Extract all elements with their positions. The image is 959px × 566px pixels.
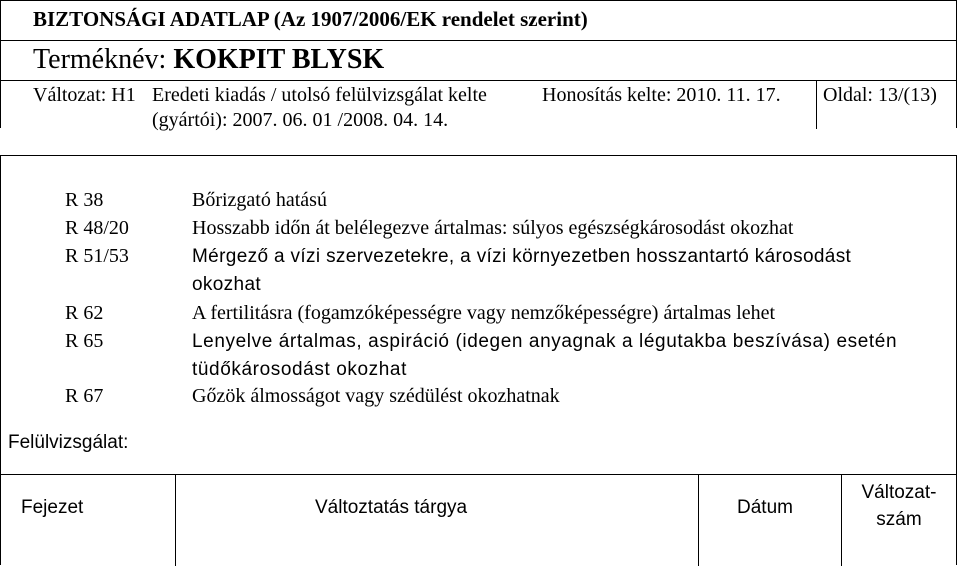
document-title: BIZTONSÁGI ADATLAP (Az 1907/2006/EK rendelet szerint)	[33, 7, 588, 31]
col-version-label	[842, 479, 956, 533]
col-date-label: Dátum	[737, 497, 793, 518]
header-title-row	[1, 1, 956, 41]
document-header	[0, 0, 957, 131]
phrase-text: Gőzök álmosságot vagy szédülést okozhatnak	[192, 385, 560, 407]
col-subject-label: Változtatás tárgya	[315, 497, 468, 518]
phrase-code: R 65	[65, 330, 104, 352]
phrase-text-continued: tüdőkárosodást okozhat	[192, 359, 407, 380]
version-text: Változat: H1	[33, 84, 136, 106]
col-version-label-line2: szám	[876, 509, 922, 530]
product-line	[33, 44, 384, 76]
phrase-text: Mérgező a vízi szervezetekre, a vízi környezetben hosszantartó károsodást	[192, 246, 852, 267]
issue-label: Eredeti kiadás / utolsó felülvizsgálat kelte	[152, 84, 487, 106]
revision-table	[0, 474, 957, 565]
col-subject	[176, 475, 699, 566]
phrase-code: R 51/53	[65, 245, 129, 267]
col-version	[842, 475, 956, 566]
phrase-code: R 48/20	[65, 217, 129, 239]
page-number-box	[816, 80, 958, 129]
phrase-text-continued: okozhat	[192, 274, 261, 295]
product-name: KOKPIT BLYSK	[173, 44, 385, 75]
phrase-text: Bőrizgató hatású	[192, 189, 327, 211]
adoption-date: Honosítás kelte: 2010. 11. 17.	[542, 84, 781, 106]
review-label: Felülvizsgálat:	[8, 432, 129, 453]
page-number: Oldal: 13/(13)	[823, 84, 937, 106]
issue-dates: (gyártói): 2007. 06. 01 /2008. 04. 14.	[152, 109, 449, 131]
col-version-label-line1: Változat-	[861, 482, 937, 503]
meta-row	[1, 80, 956, 129]
phrase-code: R 67	[65, 385, 104, 407]
product-row	[1, 40, 956, 81]
phrase-text: Lenyelve ártalmas, aspiráció (idegen anyagnak a légutakba beszívása) esetén	[192, 331, 898, 352]
product-label: Terméknév:	[33, 44, 167, 75]
col-date	[699, 475, 842, 566]
phrase-text: Hosszabb időn át belélegezve ártalmas: súlyos egészségkárosodást okozhat	[192, 217, 794, 239]
col-chapter	[1, 475, 176, 566]
phrase-code: R 62	[65, 302, 104, 324]
col-chapter-label: Fejezet	[21, 497, 84, 518]
phrase-code: R 38	[65, 189, 104, 211]
phrase-text: A fertilitásra (fogamzóképességre vagy nemzőképességre) ártalmas lehet	[192, 302, 776, 324]
